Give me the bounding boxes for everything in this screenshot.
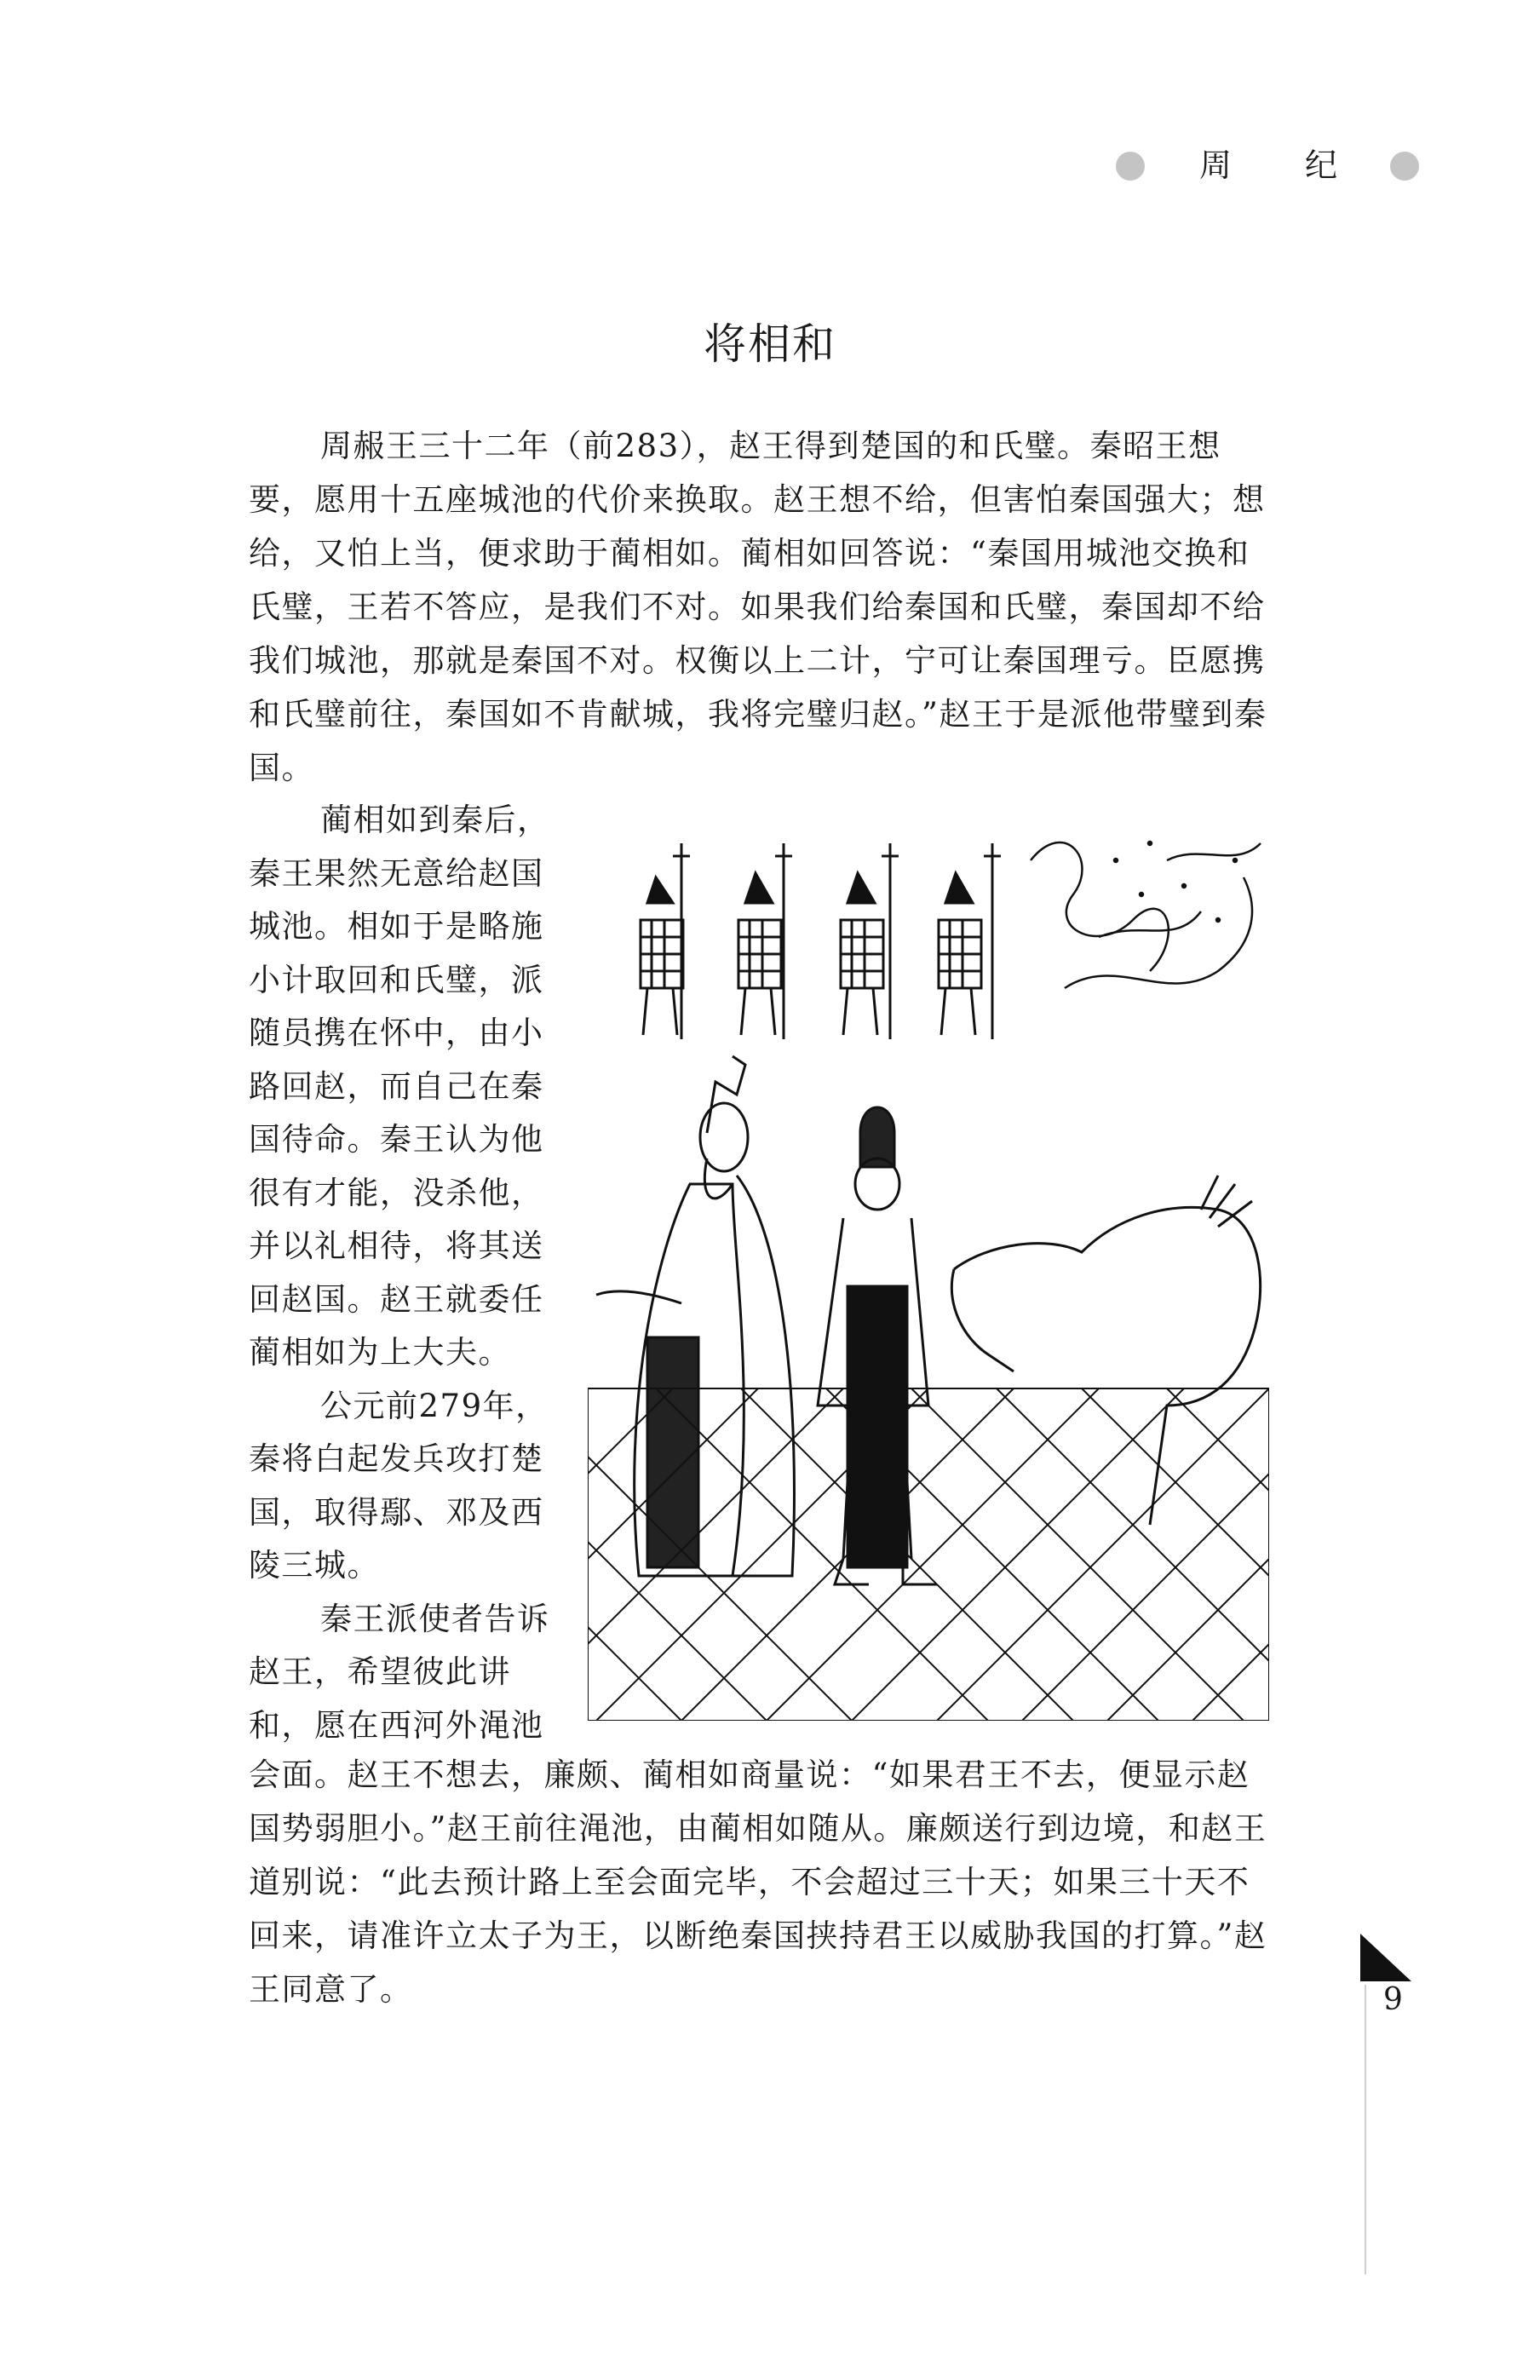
page-corner-triangle [1359, 1932, 1413, 1983]
wrapped-text-column [249, 794, 574, 1752]
chapter-title: 将相和 [704, 319, 836, 369]
paragraph-3: 公元前279年，秦将白起发兵攻打楚国，取得鄢、邓及西陵三城。 [249, 1387, 549, 1584]
margin-line [1365, 1985, 1366, 2274]
header-dot-right [1390, 152, 1419, 181]
header-dot-left [1116, 152, 1145, 181]
paragraph-4-start: 秦王派使者告诉赵王，希望彼此讲和，愿在西河外渑池 [249, 1600, 550, 1744]
header-char-1: 周 [1199, 147, 1233, 184]
paragraph-4-end: 会面。赵王不想去，廉颇、蔺相如商量说：“如果君王不去，便显示赵国势弱胆小。”赵王前往渑池，由蔺相如随从。廉颇送行到边境，和赵王道别说：“此去预计路上至会面完毕，不会超过三十天；如果三十天不回来，请准许立太子为王，以断绝秦国挟持君王以威胁我国的打算。”赵王同意了。 [249, 1756, 1267, 2008]
header-char-2: 纪 [1305, 147, 1338, 184]
paragraph-2: 蔺相如到秦后，秦王果然无意给赵国城池。相如于是略施小计取回和氏璧，派随员携在怀中，由小路回赵，而自己在秦国待命。秦王认为他很有才能，没杀他，并以礼相待，将其送回赵国。赵王就委任蔺相如为上大夫。 [249, 802, 550, 1371]
horse-figure [951, 1176, 1260, 1525]
paragraph-1: 周赧王三十二年（前283），赵王得到楚国的和氏璧。秦昭王想要，愿用十五座城池的代价来换取。赵王想不给，但害怕秦国强大；想给，又怕上当，便求助于蔺相如。蔺相如回答说：“秦国用城池交换和氏璧，王若不答应，是我们不对。如果我们给秦国和氏璧，秦国却不给我们城池，那就是秦国不对。权衡以上二计，宁可让秦国理亏。臣愿携和氏璧前往，秦国如不肯献城，我将完璧归赵。”赵王于是派他带璧到秦国。 [249, 428, 1267, 786]
attendant-figure [818, 1107, 937, 1584]
illustration-image [588, 809, 1269, 1721]
cloud-swirls [1031, 842, 1261, 988]
running-header [1107, 145, 1431, 196]
guards-group [641, 843, 1001, 1039]
page-number: 9 [1383, 1982, 1403, 2017]
